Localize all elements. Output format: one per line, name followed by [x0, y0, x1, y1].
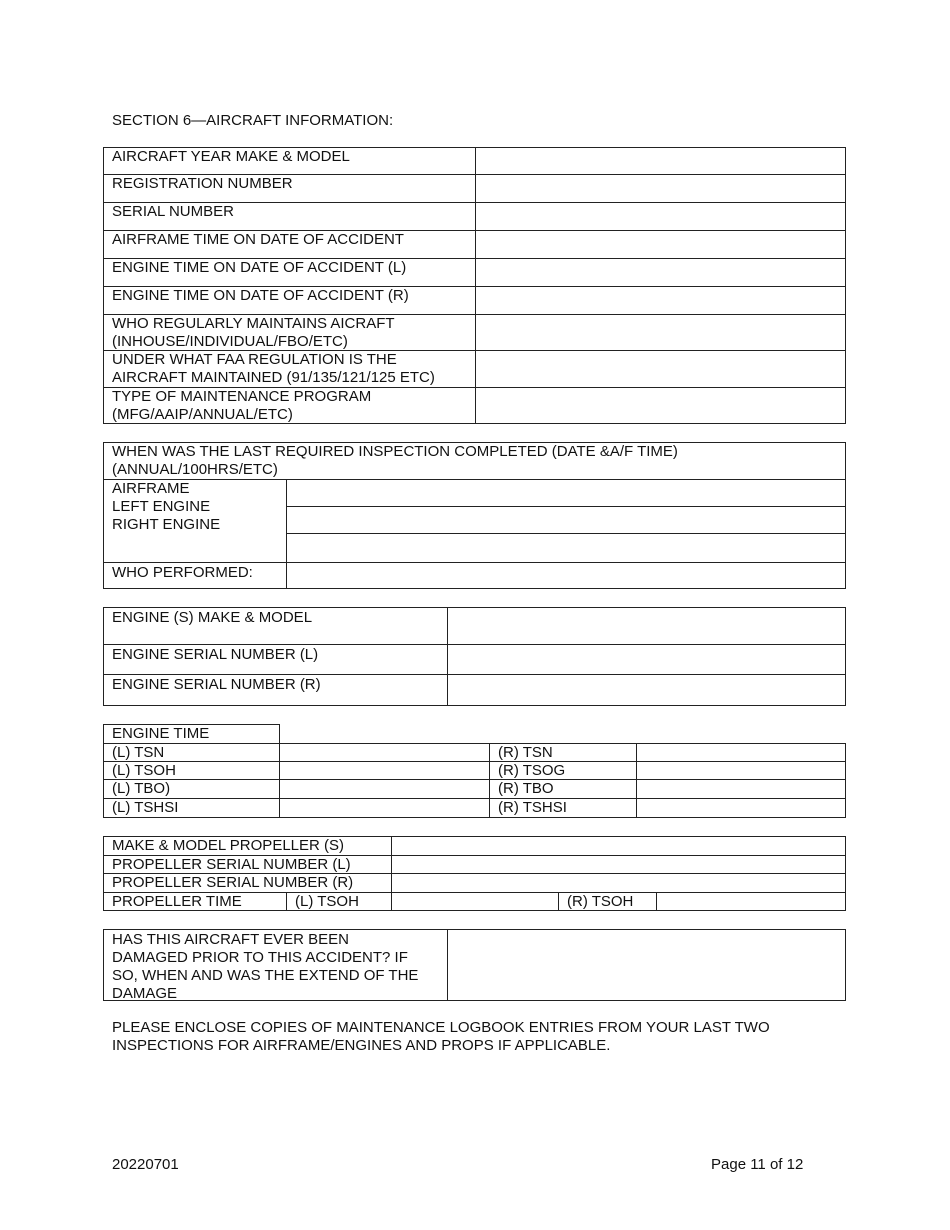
- l-tsn-field[interactable]: [279, 743, 490, 762]
- engine-time-header: ENGINE TIME: [103, 724, 280, 744]
- left-engine-inspection-field[interactable]: [286, 506, 846, 534]
- airframe-time-label: [103, 230, 476, 259]
- row-label: SERIAL NUMBER: [112, 203, 234, 220]
- r-tsog-field[interactable]: [636, 761, 846, 780]
- r-tbo-field[interactable]: [636, 779, 846, 799]
- r-tsn-field[interactable]: [636, 743, 846, 762]
- propeller-serial-l-field[interactable]: [391, 855, 846, 874]
- airframe-inspection-field[interactable]: [286, 479, 846, 507]
- row-label: AIRCRAFT YEAR MAKE & MODEL: [112, 148, 350, 165]
- inspection-item-labels: AIRFRAME LEFT ENGINE RIGHT ENGINE: [103, 479, 287, 563]
- engine-time-l-label: [103, 258, 476, 287]
- row-label: ENGINE TIME ON DATE OF ACCIDENT (L): [112, 259, 407, 276]
- row-label: AIRFRAME TIME ON DATE OF ACCIDENT: [112, 231, 404, 248]
- engine-make-model-field[interactable]: [447, 607, 846, 645]
- propeller-serial-r-label: PROPELLER SERIAL NUMBER (R): [103, 873, 392, 893]
- header-divider: [279, 724, 280, 744]
- propeller-time-label: PROPELLER TIME: [103, 892, 287, 911]
- row-label: ENGINE TIME ON DATE OF ACCIDENT (R): [112, 287, 409, 304]
- who-maintains-label: WHO REGULARLY MAINTAINS AICRAFT (INHOUSE/INDIVIDUAL/FBO/ETC): [103, 314, 476, 351]
- registration-number-label: [103, 174, 476, 203]
- engine-serial-l-label: ENGINE SERIAL NUMBER (L): [103, 644, 448, 675]
- l-tsoh-label: (L) TSOH: [103, 761, 280, 780]
- who-performed-field[interactable]: [286, 562, 846, 589]
- faa-regulation-label: UNDER WHAT FAA REGULATION IS THE AIRCRAFT MAINTAINED (91/135/121/125 ETC): [103, 350, 476, 388]
- inspection-header: WHEN WAS THE LAST REQUIRED INSPECTION COMPLETED (DATE &A/F TIME) (ANNUAL/100HRS/ETC): [103, 442, 846, 480]
- l-tshsi-label: (L) TSHSI: [103, 798, 280, 818]
- propeller-l-tsoh-label: (L) TSOH: [286, 892, 392, 911]
- maintenance-program-field[interactable]: [475, 387, 846, 424]
- page-number: Page 11 of 12: [711, 1156, 804, 1173]
- engine-time-r-field[interactable]: [475, 286, 846, 315]
- damage-answer-field[interactable]: [447, 929, 846, 1001]
- propeller-r-tsoh-label: (R) TSOH: [558, 892, 657, 911]
- who-maintains-field[interactable]: [475, 314, 846, 351]
- l-tsn-label: (L) TSN: [103, 743, 280, 762]
- aircraft-year-make-model-label: [103, 147, 476, 175]
- logbook-note: PLEASE ENCLOSE COPIES OF MAINTENANCE LOGBOOK ENTRIES FROM YOUR LAST TWO INSPECTIONS FOR AIRFRAME/ENGINES AND PROPS IF APPLICABLE.: [112, 1019, 770, 1054]
- registration-number-field[interactable]: [475, 174, 846, 203]
- engine-serial-l-field[interactable]: [447, 644, 846, 675]
- doc-code: 20220701: [112, 1156, 179, 1173]
- propeller-make-model-field[interactable]: [391, 836, 846, 856]
- l-tbo-field[interactable]: [279, 779, 490, 799]
- l-tsoh-field[interactable]: [279, 761, 490, 780]
- engine-serial-r-label: ENGINE SERIAL NUMBER (R): [103, 674, 448, 706]
- r-tsn-label: (R) TSN: [489, 743, 637, 762]
- propeller-r-tsoh-field[interactable]: [656, 892, 846, 911]
- engine-serial-r-field[interactable]: [447, 674, 846, 706]
- r-tshsi-field[interactable]: [636, 798, 846, 818]
- r-tsog-label: (R) TSOG: [489, 761, 637, 780]
- engine-time-l-field[interactable]: [475, 258, 846, 287]
- right-engine-inspection-field[interactable]: [286, 533, 846, 563]
- engine-make-model-label: ENGINE (S) MAKE & MODEL: [103, 607, 448, 645]
- r-tbo-label: (R) TBO: [489, 779, 637, 799]
- l-tbo-label: (L) TBO): [103, 779, 280, 799]
- airframe-time-field[interactable]: [475, 230, 846, 259]
- section-title: SECTION 6—AIRCRAFT INFORMATION:: [112, 112, 394, 129]
- l-tshsi-field[interactable]: [279, 798, 490, 818]
- propeller-serial-r-field[interactable]: [391, 873, 846, 893]
- propeller-l-tsoh-field[interactable]: [391, 892, 559, 911]
- engine-time-r-label: [103, 286, 476, 315]
- serial-number-label: [103, 202, 476, 231]
- who-performed-label: WHO PERFORMED:: [103, 562, 287, 589]
- propeller-make-model-label: MAKE & MODEL PROPELLER (S): [103, 836, 392, 856]
- maintenance-program-label: TYPE OF MAINTENANCE PROGRAM (MFG/AAIP/ANNUAL/ETC): [103, 387, 476, 424]
- propeller-serial-l-label: PROPELLER SERIAL NUMBER (L): [103, 855, 392, 874]
- r-tshsi-label: (R) TSHSI: [489, 798, 637, 818]
- serial-number-field[interactable]: [475, 202, 846, 231]
- damage-question: HAS THIS AIRCRAFT EVER BEEN DAMAGED PRIOR TO THIS ACCIDENT? IF SO, WHEN AND WAS THE EXTEND OF THE DAMAGE: [103, 929, 448, 1001]
- faa-regulation-field[interactable]: [475, 350, 846, 388]
- aircraft-year-make-model-field[interactable]: [475, 147, 846, 175]
- row-label: REGISTRATION NUMBER: [112, 175, 293, 192]
